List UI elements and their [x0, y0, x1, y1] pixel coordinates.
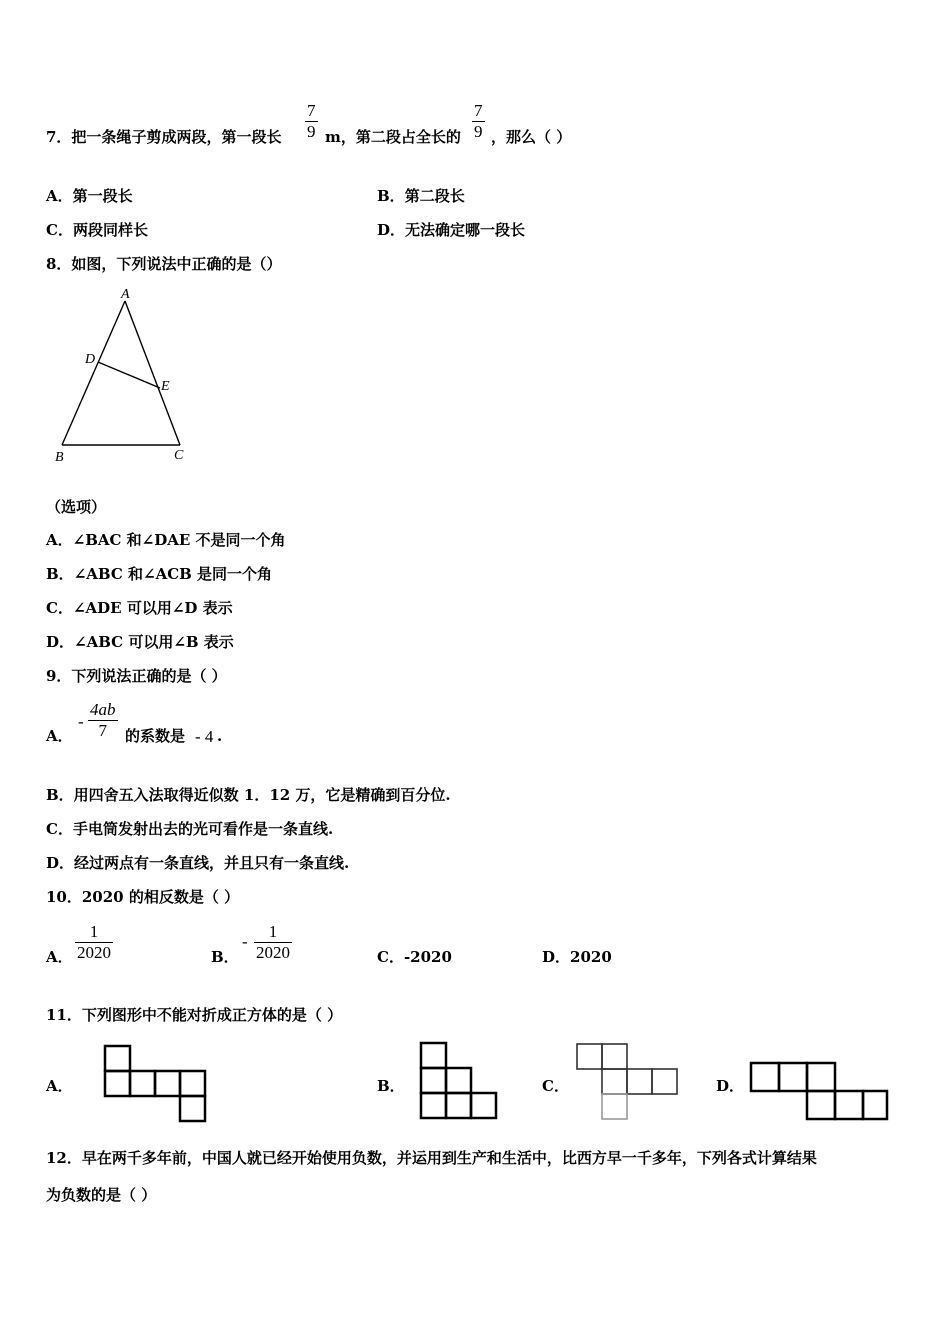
- q7-option-c[interactable]: [46, 220, 148, 240]
- q10-option-c-text: -2020: [403, 948, 452, 966]
- q9-stem: 9．下列说法正确的是（ ）: [46, 667, 227, 685]
- side-ac: [125, 301, 180, 445]
- q7-option-a[interactable]: [46, 186, 133, 206]
- q11-option-c-label[interactable]: C．: [542, 1077, 569, 1095]
- q10-option-a-label[interactable]: A．: [46, 948, 73, 966]
- q7-option-c-label: C．: [46, 221, 73, 239]
- q8-option-c-text: ∠ADE 可以用∠D 表示: [72, 599, 233, 617]
- q8-option-a-text: ∠BAC 和∠DAE 不是同一个角: [72, 531, 286, 549]
- q9-option-a-value: - 4: [195, 727, 214, 746]
- point-label-a: A: [121, 287, 130, 302]
- q7-stem-unit: m，第二段占全长的: [325, 128, 461, 146]
- q7-option-a-label: A．: [46, 187, 73, 205]
- point-label-d: D: [85, 352, 96, 367]
- q10-option-c-label: C．: [377, 948, 404, 966]
- q10-option-b-numerator: 1: [268, 922, 278, 941]
- q7-option-d-label: D．: [377, 221, 406, 239]
- q7-frac1-denominator: 9: [307, 122, 316, 141]
- q8-option-d[interactable]: [46, 632, 234, 652]
- q9-option-a-text: 的系数是: [125, 727, 186, 745]
- q8-triangle-figure: [50, 285, 200, 470]
- q7-option-b-text: 第二段长: [404, 187, 465, 205]
- q11-net-c: [576, 1043, 680, 1123]
- q11-option-a-label[interactable]: A．: [46, 1077, 73, 1095]
- q11-net-a: [104, 1045, 208, 1125]
- q8-option-b-label: B．: [46, 565, 74, 583]
- q7-fraction-2: [472, 101, 485, 142]
- q8-option-d-text: ∠ABC 可以用∠B 表示: [74, 633, 234, 651]
- q10-option-d[interactable]: [542, 947, 612, 967]
- q12-stem-line1: 12．早在两千多年前，中国人就已经开始使用负数，并运用到生产和生活中，比西方早一千多年，下列各式计算结果: [46, 1149, 817, 1167]
- q10-option-a-numerator: 1: [89, 922, 99, 941]
- q10-option-d-label: D．: [542, 948, 571, 966]
- point-label-c: C: [174, 448, 184, 463]
- q9-option-a-end: .: [217, 727, 223, 745]
- q10-option-d-text: 2020: [570, 948, 612, 966]
- q8-stem: 8．如图，下列说法中正确的是（）: [46, 255, 282, 273]
- q7-stem: [46, 127, 281, 147]
- side-ab: [62, 301, 125, 445]
- q7-frac1-numerator: 7: [307, 101, 316, 120]
- q11-net-b: [420, 1042, 500, 1122]
- q7-option-d-text: 无法确定哪一段长: [405, 221, 526, 239]
- q7-option-a-text: 第一段长: [72, 187, 133, 205]
- segment-de: [98, 362, 160, 388]
- q10-option-b-label[interactable]: B．: [211, 948, 239, 966]
- point-label-b: B: [55, 450, 64, 465]
- q7-option-b-label: B．: [377, 187, 405, 205]
- q11-stem: 11．下列图形中不能对折成正方体的是（ ）: [46, 1006, 343, 1024]
- q8-options-heading: （选项）: [46, 498, 107, 516]
- q7-frac2-numerator: 7: [474, 101, 483, 120]
- q10-option-a-denominator: 2020: [77, 943, 111, 962]
- q10-option-a-fraction: [75, 922, 113, 963]
- q7-option-d[interactable]: [377, 220, 525, 240]
- q7-stem-part3: ，那么（ ）: [491, 128, 572, 146]
- q7-option-c-text: 两段同样长: [72, 221, 148, 239]
- q8-option-d-label: D．: [46, 633, 75, 651]
- q10-option-b-denominator: 2020: [256, 943, 290, 962]
- q9-option-a-minus: -: [78, 712, 84, 731]
- q7-frac2-denominator: 9: [474, 122, 483, 141]
- q10-option-b-fraction: [254, 922, 292, 963]
- q10-stem: 10．2020 的相反数是（ ）: [46, 888, 240, 906]
- q11-option-d-label[interactable]: D．: [716, 1077, 745, 1095]
- q9-option-c[interactable]: C．手电筒发射出去的光可看作是一条直线.: [46, 820, 334, 838]
- q8-option-c[interactable]: [46, 598, 233, 618]
- q8-option-b[interactable]: [46, 564, 272, 584]
- point-label-e: E: [161, 379, 170, 394]
- q7-fraction-1: [305, 101, 318, 142]
- q7-option-b[interactable]: [377, 186, 465, 206]
- q11-net-d: [750, 1062, 890, 1124]
- q11-option-b-label[interactable]: B．: [377, 1077, 405, 1095]
- q8-option-a[interactable]: [46, 530, 286, 550]
- q7-stem-part1: 7．把一条绳子剪成两段，第一段长: [46, 128, 282, 146]
- q9-option-a-denominator: 7: [88, 720, 118, 741]
- q9-option-b[interactable]: B．用四舍五入法取得近似数 1．12 万，它是精确到百分位.: [46, 786, 451, 804]
- q10-option-b-minus: -: [242, 932, 248, 951]
- q9-option-a-label[interactable]: A．: [46, 727, 73, 745]
- q9-option-d[interactable]: D．经过两点有一条直线，并且只有一条直线.: [46, 854, 350, 872]
- q8-option-a-label: A．: [46, 531, 73, 549]
- q12-stem-line2: 为负数的是（ ）: [46, 1186, 157, 1204]
- q9-option-a-fraction: [88, 700, 118, 741]
- q8-option-c-label: C．: [46, 599, 73, 617]
- q9-option-a-numerator: 4ab: [90, 700, 116, 719]
- q8-option-b-text: ∠ABC 和∠ACB 是同一个角: [73, 565, 273, 583]
- q10-option-c[interactable]: [377, 947, 452, 967]
